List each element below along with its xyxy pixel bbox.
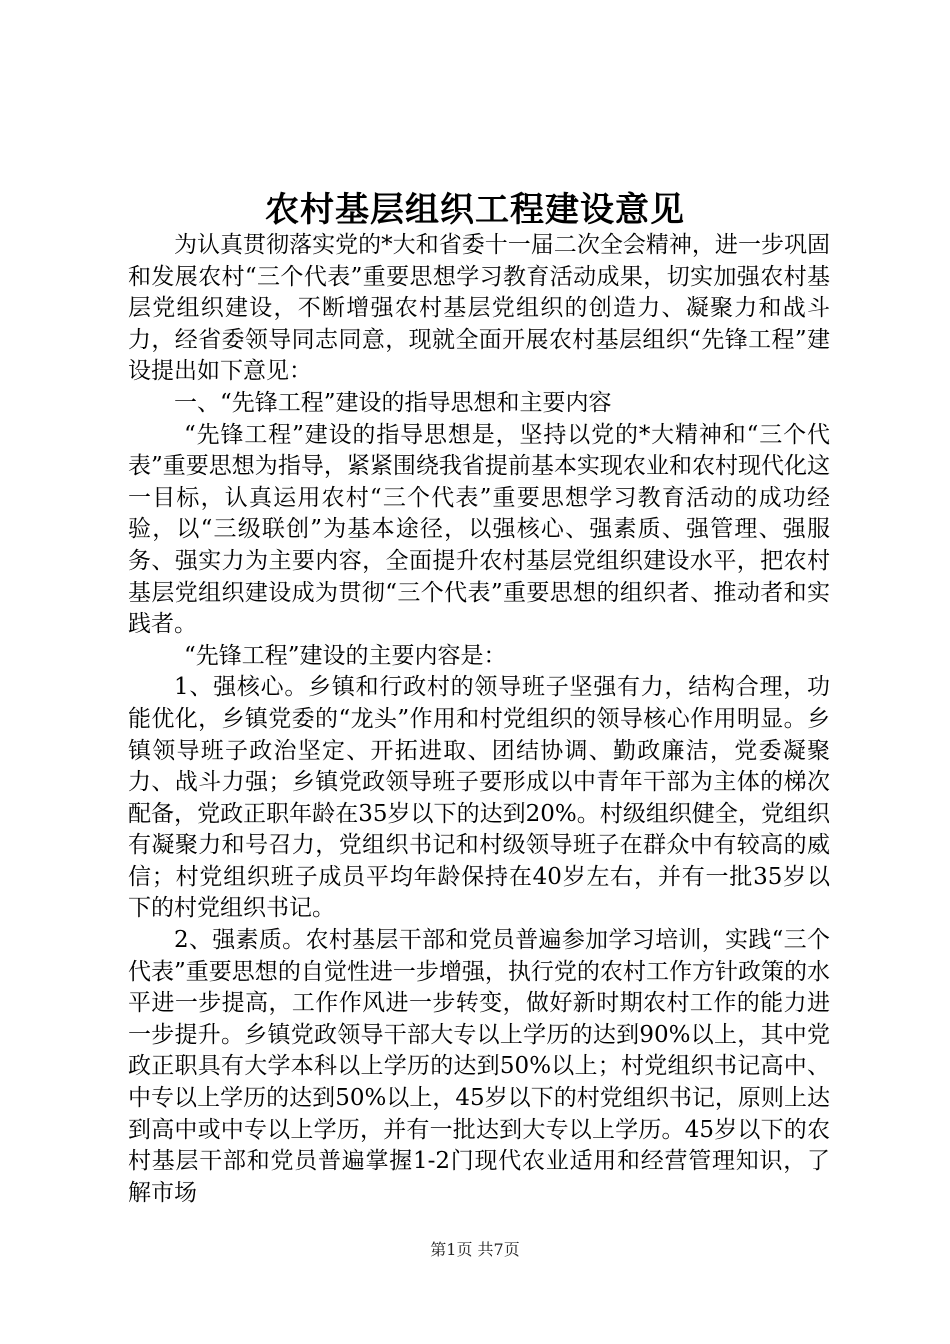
main-content-intro: “先锋工程”建设的主要内容是： [184, 642, 507, 669]
guiding-ideology-paragraph: “先锋工程”建设的指导思想是，坚持以党的*大精神和“三个代表”重要思想为指导，紧紧围绕我省提前基本实现农业和农村现代化这一目标，认真运用农村“三个代表”重要思想学习教育活动的成功经验，以“三级联创”为基本途径，以强核心、强素质、强管理、强服务、强实力为主要内容，全面提升农村基层党组织建设水平，把农村基层党组织建设成为贯彻“三个代表”重要思想的组织者、推动者和实践者。 [128, 421, 830, 638]
document-body [128, 230, 830, 1209]
item-1-paragraph: 1、强核心。乡镇和行政村的领导班子坚强有力，结构合理，功能优化，乡镇党委的“龙头”作用和村党组织的领导核心作用明显。乡镇领导班子政治坚定、开拓进取、团结协调、勤政廉洁，党委凝聚力、战斗力强；乡镇党政领导班子要形成以中青年干部为主体的梯次配备，党政正职年龄在35岁以下的达到20%。村级组织健全，党组织有凝聚力和号召力，党组织书记和村级领导班子在群众中有较高的威信；村党组织班子成员平均年龄保持在40岁左右，并有一批35岁以下的村党组织书记。 [128, 674, 830, 922]
page-footer: 第1页 共7页 [430, 1240, 520, 1259]
document-title: 农村基层组织工程建设意见 [265, 190, 685, 230]
intro-paragraph: 为认真贯彻落实党的*大和省委十一届二次全会精神，进一步巩固和发展农村“三个代表”重要思想学习教育活动成果，切实加强农村基层党组织建设，不断增强农村基层党组织的创造力、凝聚力和战斗力，经省委领导同志同意，现就全面开展农村基层组织“先锋工程”建设提出如下意见： [128, 232, 830, 385]
section-heading-1: 一、“先锋工程”建设的指导思想和主要内容 [174, 389, 612, 416]
item-2-paragraph: 2、强素质。农村基层干部和党员普遍参加学习培训，实践“三个代表”重要思想的自觉性进一步增强，执行党的农村工作方针政策的水平进一步提高，工作作风进一步转变，做好新时期农村工作的能力进一步提升。乡镇党政领导干部大专以上学历的达到90%以上，其中党政正职具有大学本科以上学历的达到50%以上；村党组织书记高中、中专以上学历的达到50%以上，45岁以下的村党组织书记，原则上达到高中或中专以上学历，并有一批达到大专以上学历。45岁以下的农村基层干部和党员普遍掌握1-2门现代农业适用和经营管理知识，了解市场 [128, 927, 830, 1206]
